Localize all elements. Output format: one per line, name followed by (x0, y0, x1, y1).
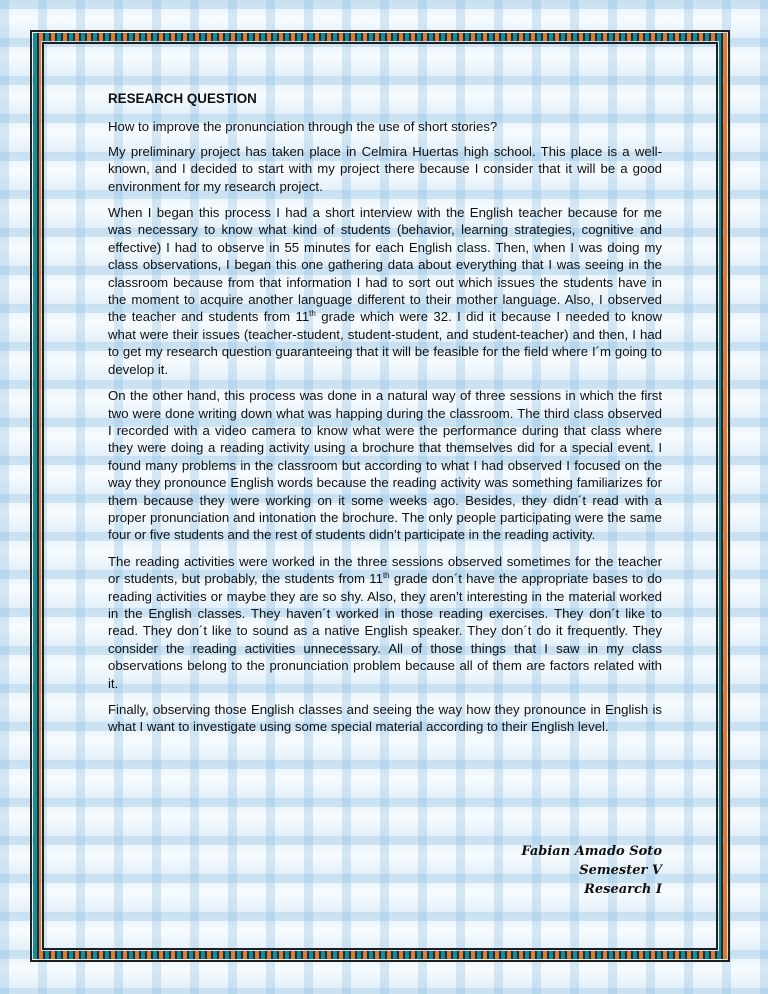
paragraph-2 (108, 204, 662, 378)
author-name: Fabian Amado Soto (521, 844, 662, 859)
paragraph-4-text-b: grade don´t have the appropriate bases to do reading activities or maybe they are so shy. Also, they aren’t interesting in the material worked in the English classes. They haven´t worked in those reading exercises. They don´t like to read. They don´t like to sound as a native English speaker. They don´t do it frequently. They consider the reading activities unnecessary. All of those things that I saw in my class observations belong to the pronunciation problem because all of them are factors related with it. (108, 571, 662, 691)
author-course: Research I (584, 882, 662, 897)
paragraph-2-text-b: grade which were 32. I did it because I needed to know what were their issues (teacher-student, student-student, and student-teacher) and then, I had to get my research question guaranteeing that it will be feasible for the field where I´m going to develop it. (108, 309, 662, 377)
ordinal-superscript: th (382, 571, 390, 581)
research-question: How to improve the pronunciation through the use of short stories? (108, 119, 498, 135)
paragraph-5: Finally, observing those English classes and seeing the way how they pronounce in English is what I want to investigate using some special material according to their English level. (108, 702, 662, 735)
author-semester: Semester V (579, 863, 662, 878)
paragraph-4 (108, 553, 662, 692)
paragraph-1: My preliminary project has taken place in Celmira Huertas high school. This place is a well-known, and I decided to start with my project there because I consider that it will be a good environment for my research project. (108, 143, 662, 194)
paragraph-3: On the other hand, this process was done in a natural way of three sessions in which the first two were done writing down what was happing during the classroom. The third class observed I recorded with a video camera to know what were the performance during that class where they were doing a reading activity using a brochure that themselves did for a special event. I found many problems in the classroom but according to what I had observed I focused on the way they pronounce English words because the reading activity was something familiarizes for them because they were working on it some weeks ago. Besides, they didn´t read with a proper pronunciation and intonation the brochure. The only people participating were the same four or five students and the rest of students didn’t participate in the reading activity. (108, 388, 662, 543)
signature-block (521, 842, 662, 899)
paragraph-2-text-a: When I began this process I had a short interview with the English teacher because for me was necessary to know what kind of students (behavior, learning strategies, cognitive and effective) I had to observe in 55 minutes for each English class. Then, when I was doing my class observations, I began this one gathering data about everything that I was seeing in the classroom because from that information I had to sort out which issues the students have in the moment to acquire another language different to their mother language. Also, I observed the teacher and students from 11 (108, 205, 662, 325)
ordinal-superscript: th (309, 309, 316, 319)
section-heading: RESEARCH QUESTION (108, 91, 257, 106)
paragraph-4-text-a: The reading activities were worked in the three sessions observed sometimes for the teacher or students, but probably, the students from 11 (108, 553, 662, 587)
document-body (108, 90, 662, 745)
